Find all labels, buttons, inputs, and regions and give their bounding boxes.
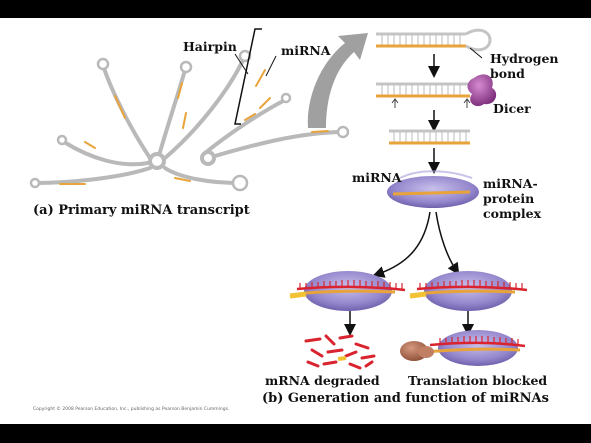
mirna-label-b: miRNA [352, 170, 402, 185]
mirna-duplex [389, 131, 470, 143]
complex-mrna-right [410, 271, 527, 311]
degraded-mrna-fragments [306, 336, 374, 368]
ribosome [400, 341, 434, 361]
hairpin-duplex-2 [376, 84, 470, 108]
hydrogen-bond-label: Hydrogen bond [490, 51, 559, 81]
branch-arrow-left [378, 212, 430, 274]
dicer-label: Dicer [493, 101, 531, 116]
complex-mrna-left [290, 271, 405, 311]
translation-blocked-label: Translation blocked [408, 373, 548, 388]
hairpin-loops [31, 51, 348, 190]
bottom-black-bar [0, 424, 591, 443]
branch-arrow-right [436, 212, 456, 270]
part-a-caption: (a) Primary miRNA transcript [33, 203, 250, 218]
copyright-notice: Copyright © 2008 Pearson Education, Inc., publishing as Pearson Benjamin Cummings. [33, 407, 230, 412]
translation-blocked-complex [425, 330, 525, 366]
mirna-pointer [266, 56, 276, 76]
degraded-mirna-bit [338, 358, 346, 359]
mrna-degraded-label: mRNA degraded [265, 373, 380, 388]
diagram-canvas [0, 18, 591, 424]
hairpin-label: Hairpin [183, 39, 237, 54]
hairpin-bracket [235, 29, 262, 124]
part-b-caption: (b) Generation and function of miRNAs [262, 391, 549, 406]
complex-label: miRNA- protein complex [483, 176, 542, 221]
top-black-bar [0, 0, 591, 18]
mirna-label-a: miRNA [281, 43, 331, 58]
primary-transcript [35, 58, 340, 183]
hairpin-duplex-1 [376, 30, 490, 58]
